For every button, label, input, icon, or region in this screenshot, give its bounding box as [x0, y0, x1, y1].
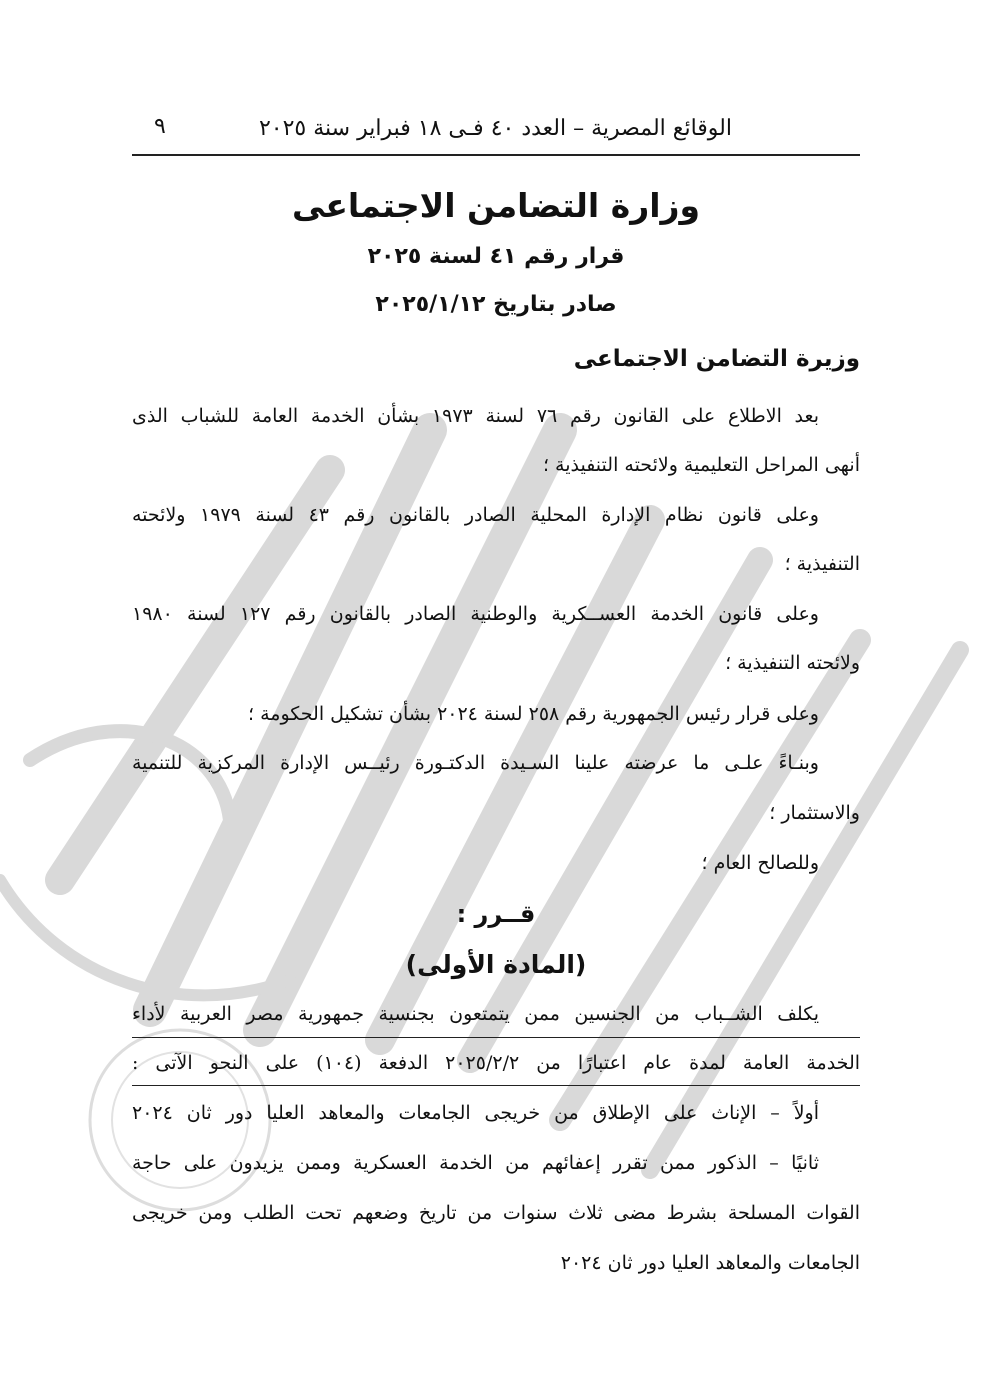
preamble-line: والاستثمار ؛: [769, 802, 860, 824]
page-number: ٩: [154, 114, 166, 139]
decree-date: صادر بتاريخ ٢٠٢٥/١/١٢: [375, 292, 617, 317]
article-line: الجامعات والمعاهد العليا دور ثان ٢٠٢٤: [560, 1252, 860, 1274]
preamble-line: وللصالح العام ؛: [701, 852, 819, 874]
decided-heading: قــرر :: [456, 900, 536, 928]
running-header: [132, 108, 860, 156]
decree-number: قرار رقم ٤١ لسنة ٢٠٢٥: [367, 244, 625, 269]
article-line: يكلف الشــباب من الجنسين ممن يتمتعون بجنسية جمهورية مصر العربية لأداء: [132, 1003, 819, 1025]
preamble-line: وعلى قانون نظام الإدارة المحلية الصادر بالقانون رقم ٤٣ لسنة ١٩٧٩ ولائحته: [132, 504, 819, 526]
article-line: أولاً – الإناث على الإطلاق من خريجى الجامعات والمعاهد العليا دور ثان ٢٠٢٤: [132, 1102, 819, 1124]
issuer-title: وزيرة التضامن الاجتماعى: [573, 346, 860, 372]
preamble-line: وعلى قانون الخدمة العســكرية والوطنية الصادر بالقانون رقم ١٢٧ لسنة ١٩٨٠: [132, 603, 819, 625]
underline-rule: [132, 1085, 860, 1086]
gazette-running-title: الوقائع المصرية – العدد ٤٠ فـى ١٨ فبراير سنة ٢٠٢٥: [258, 116, 732, 141]
underline-rule: [132, 1037, 860, 1038]
preamble-line: ولائحته التنفيذية ؛: [725, 652, 860, 674]
ministry-title: وزارة التضامن الاجتماعى: [291, 186, 701, 225]
article-title: (المادة الأولى): [405, 950, 587, 979]
preamble-line: وعلى قرار رئيس الجمهورية رقم ٢٥٨ لسنة ٢٠٢٤ بشأن تشكيل الحكومة ؛: [248, 703, 819, 725]
article-line: ثانيًا – الذكور ممن تقرر إعفائهم من الخدمة العسكرية وممن يزيدون على حاجة: [132, 1152, 819, 1174]
preamble-line: بعد الاطلاع على القانون رقم ٧٦ لسنة ١٩٧٣ بشأن الخدمة العامة للشباب الذى: [132, 405, 819, 427]
preamble-line: وبنـاءً علـى ما عرضته علينا السـيدة الدكتـورة رئيــس الإدارة المركزية للتنمية: [132, 752, 819, 774]
preamble-line: أنهى المراحل التعليمية ولائحته التنفيذية ؛: [542, 454, 860, 476]
article-line: الخدمة العامة لمدة عام اعتبارًا من ٢٠٢٥/٢/٢ الدفعة (١٠٤) على النحو الآتى :: [132, 1052, 861, 1074]
preamble-line: التنفيذية ؛: [784, 553, 860, 575]
article-line: القوات المسلحة بشرط مضى ثلاث سنوات من تاريخ وضعهم تحت الطلب ومن خريجى: [132, 1202, 860, 1224]
